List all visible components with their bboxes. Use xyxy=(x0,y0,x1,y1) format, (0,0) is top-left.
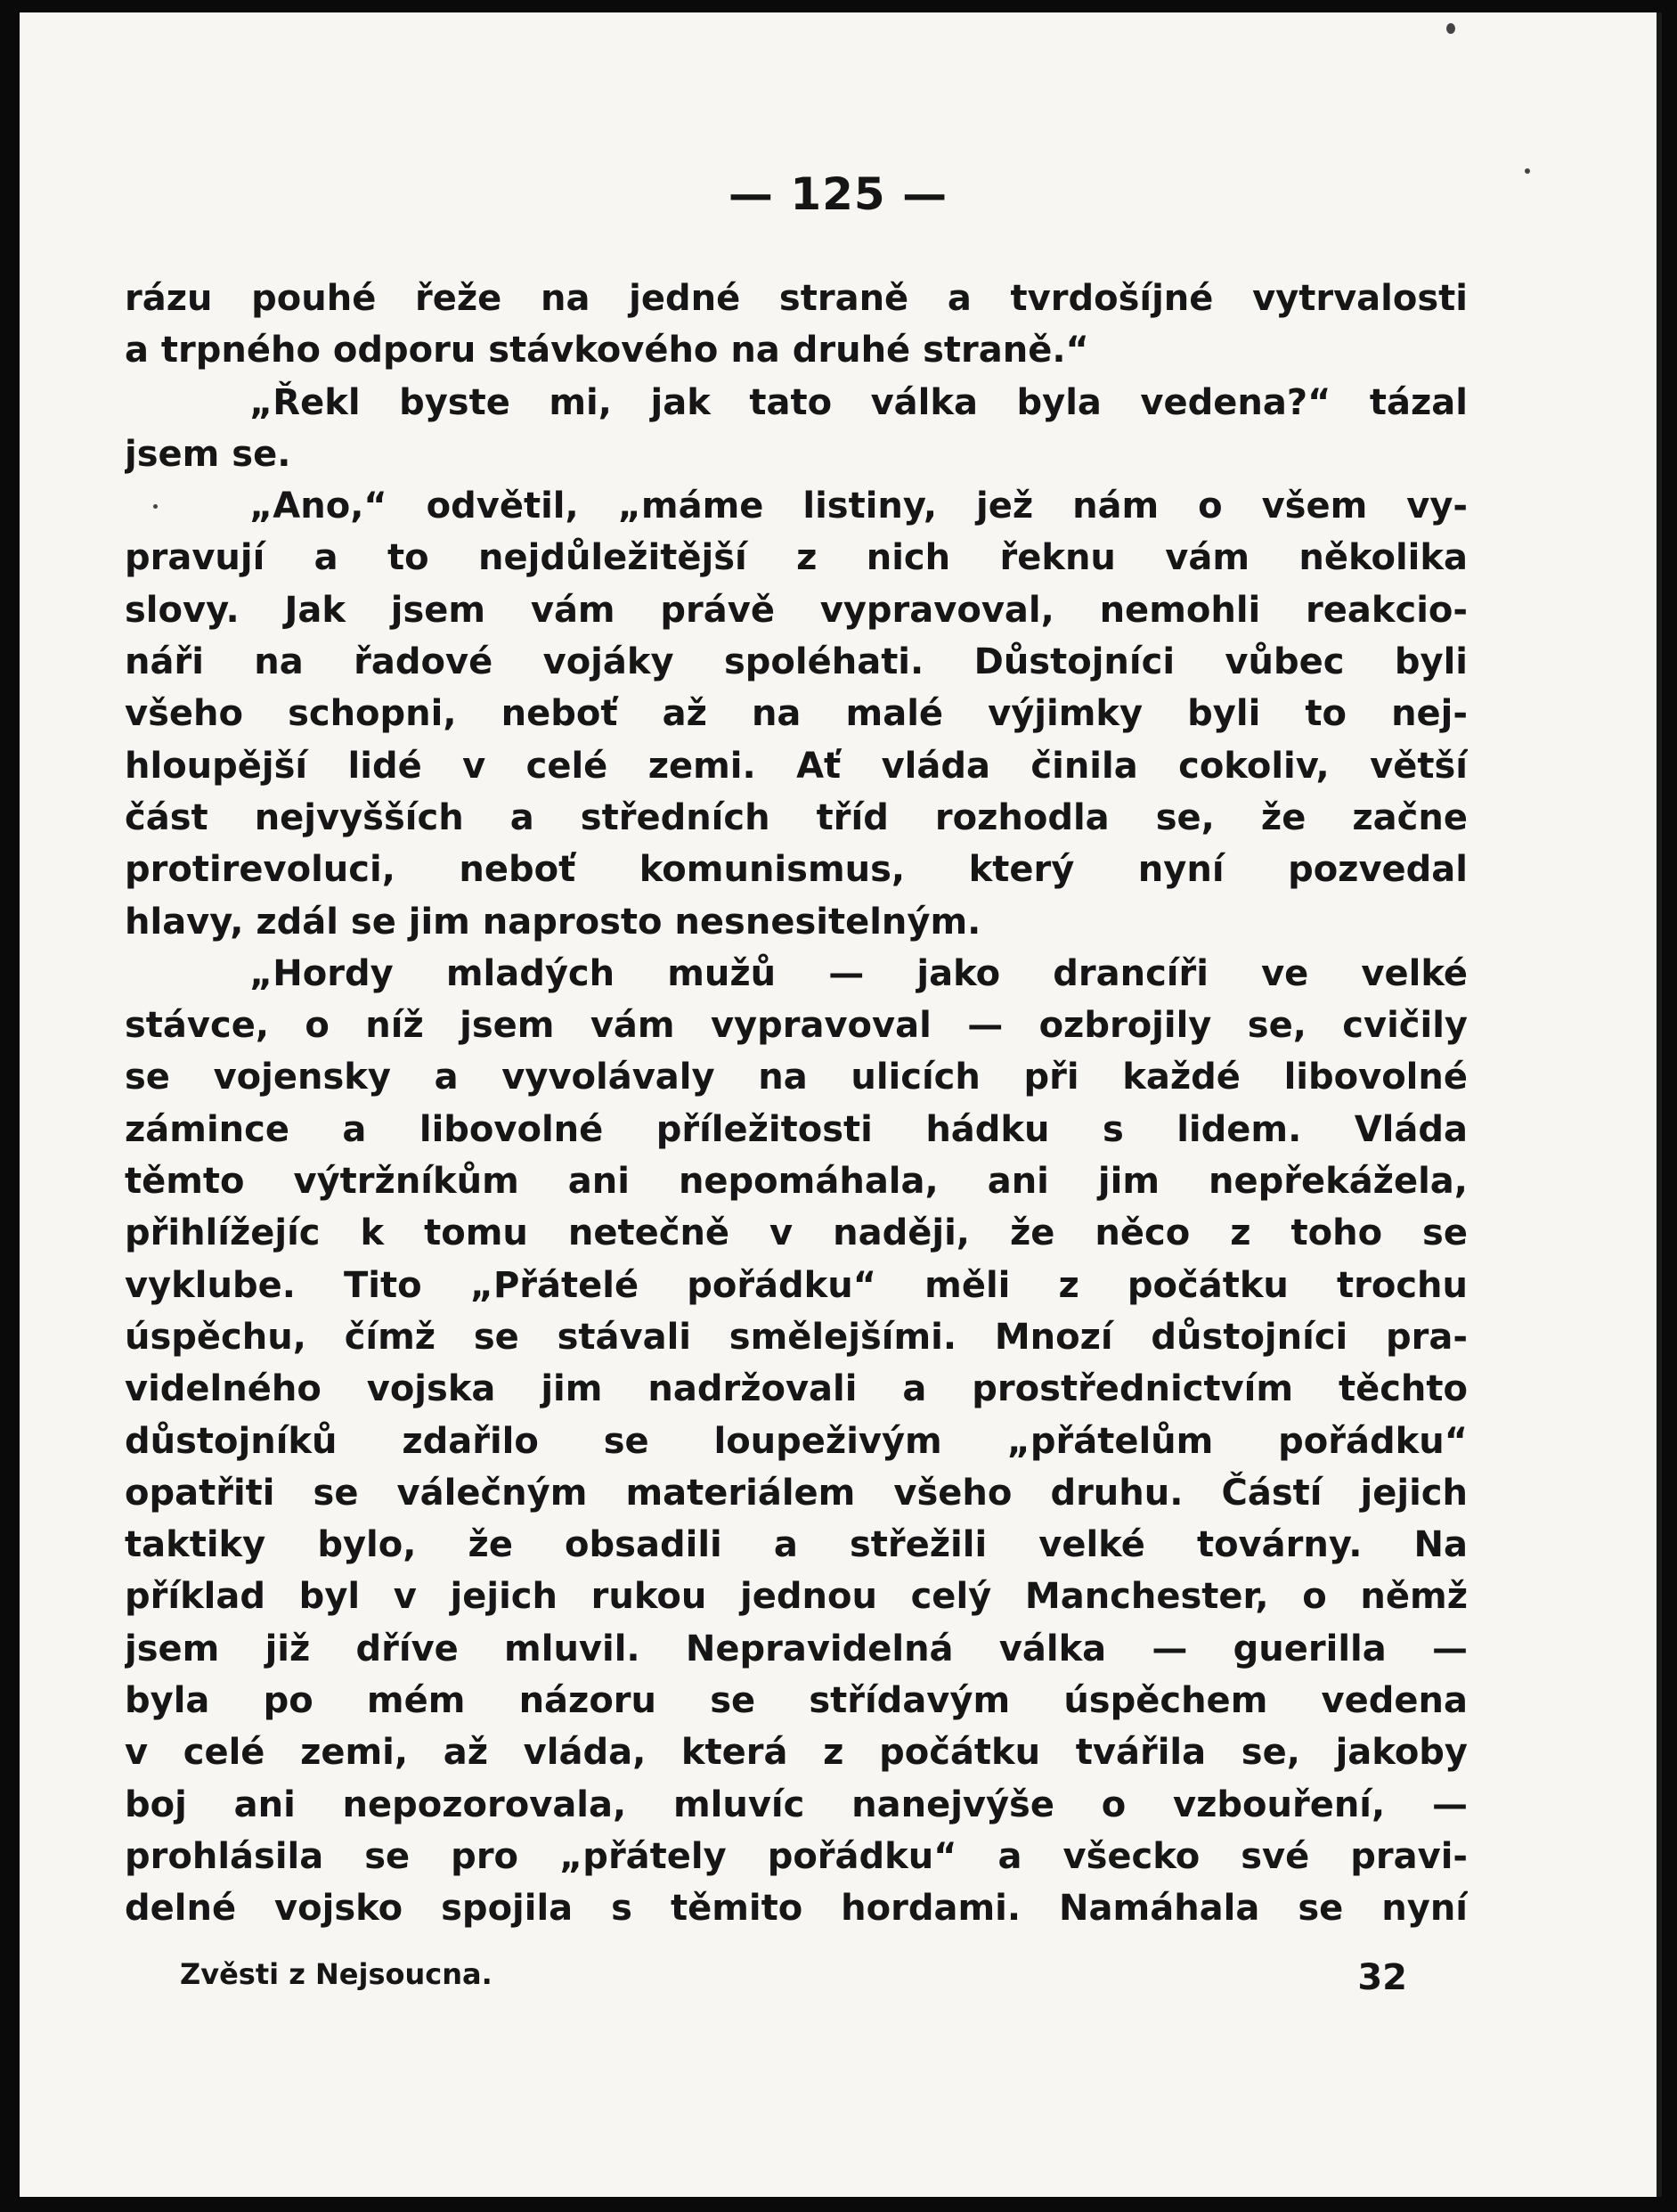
text-line: důstojníků zdařilo se loupeživým „přátelům pořádku“ xyxy=(125,1420,1468,1462)
text-line: delné vojsko spojila s těmito hordami. Namáhala se nyní xyxy=(125,1888,1468,1930)
print-speck xyxy=(1446,23,1455,34)
text-line: stávce, o níž jsem vám vypravoval — ozbrojily se, cvičily xyxy=(125,1005,1468,1047)
text-line: boj ani nepozorovala, mluvíc nanejvýše o vzbouření, — xyxy=(125,1783,1468,1825)
text-line: protirevoluci, neboť komunismus, který nyní pozvedal xyxy=(125,849,1468,891)
text-line: pravují a to nejdůležitější z nich řeknu vám několika xyxy=(125,537,1468,579)
text-line: „Hordy mladých mužů — jako drancíři ve velké xyxy=(249,952,1468,994)
text-line: videlného vojska jim nadržovali a prostřednictvím těchto xyxy=(125,1368,1468,1410)
page-number: — 125 — xyxy=(728,168,948,220)
text-line: jsem se. xyxy=(125,433,291,475)
text-line: zámince a libovolné příležitosti hádku s lidem. Vláda xyxy=(125,1108,1468,1150)
text-line: náři na řadové vojáky spoléhati. Důstojníci vůbec byli xyxy=(125,641,1468,683)
text-line: úspěchu, čímž se stávali smělejšími. Mnozí důstojníci pra- xyxy=(125,1316,1468,1358)
text-line: taktiky bylo, že obsadili a střežili velké továrny. Na xyxy=(125,1524,1468,1566)
text-line: se vojensky a vyvolávaly na ulicích při každé libovolné xyxy=(125,1057,1468,1098)
text-line: opatřiti se válečným materiálem všeho druhu. Částí jejich xyxy=(125,1472,1468,1514)
text-line: příklad byl v jejich rukou jednou celý Manchester, o němž xyxy=(125,1576,1468,1618)
page-header xyxy=(20,168,1657,220)
text-line: vyklube. Tito „Přátelé pořádku“ měli z počátku trochu xyxy=(125,1264,1468,1306)
footer-sheet-number: 32 xyxy=(1357,1957,1407,1998)
text-line: a trpného odporu stávkového na druhé straně.“ xyxy=(125,330,1089,371)
text-line: hloupější lidé v celé zemi. Ať vláda činila cokoliv, větší xyxy=(125,745,1468,787)
text-line: rázu pouhé řeže na jedné straně a tvrdošíjné vytrvalosti xyxy=(125,278,1468,319)
text-line: těmto výtržníkům ani nepomáhala, ani jim nepřekážela, xyxy=(125,1161,1468,1203)
text-line: jsem již dříve mluvil. Nepravidelná válka — guerilla — xyxy=(125,1628,1468,1669)
body-text xyxy=(125,273,1468,1935)
footer-signature: Zvěsti z Nejsoucna. xyxy=(180,1957,493,1991)
text-line: všeho schopni, neboť až na malé výjimky byli to nej- xyxy=(125,693,1468,735)
text-line: byla po mém názoru se střídavým úspěchem vedena xyxy=(125,1680,1468,1722)
text-line: „Řekl byste mi, jak tato válka byla vedena?“ tázal xyxy=(249,381,1468,423)
text-line: prohlásila se pro „přátely pořádku“ a všecko své pravi- xyxy=(125,1835,1468,1877)
text-line: v celé zemi, až vláda, která z počátku tvářila se, jakoby xyxy=(125,1732,1468,1774)
text-line: slovy. Jak jsem vám právě vypravoval, nemohli reakcio- xyxy=(125,589,1468,631)
text-line: hlavy, zdál se jim naprosto nesnesitelným. xyxy=(125,901,981,943)
text-line: „Ano,“ odvětil, „máme listiny, jež nám o všem vy- xyxy=(249,486,1468,527)
text-line: přihlížejíc k tomu netečně v naději, že něco z toho se xyxy=(125,1212,1468,1254)
book-page xyxy=(20,12,1662,2197)
text-line: část nejvyšších a středních tříd rozhodla se, že začne xyxy=(125,796,1468,838)
